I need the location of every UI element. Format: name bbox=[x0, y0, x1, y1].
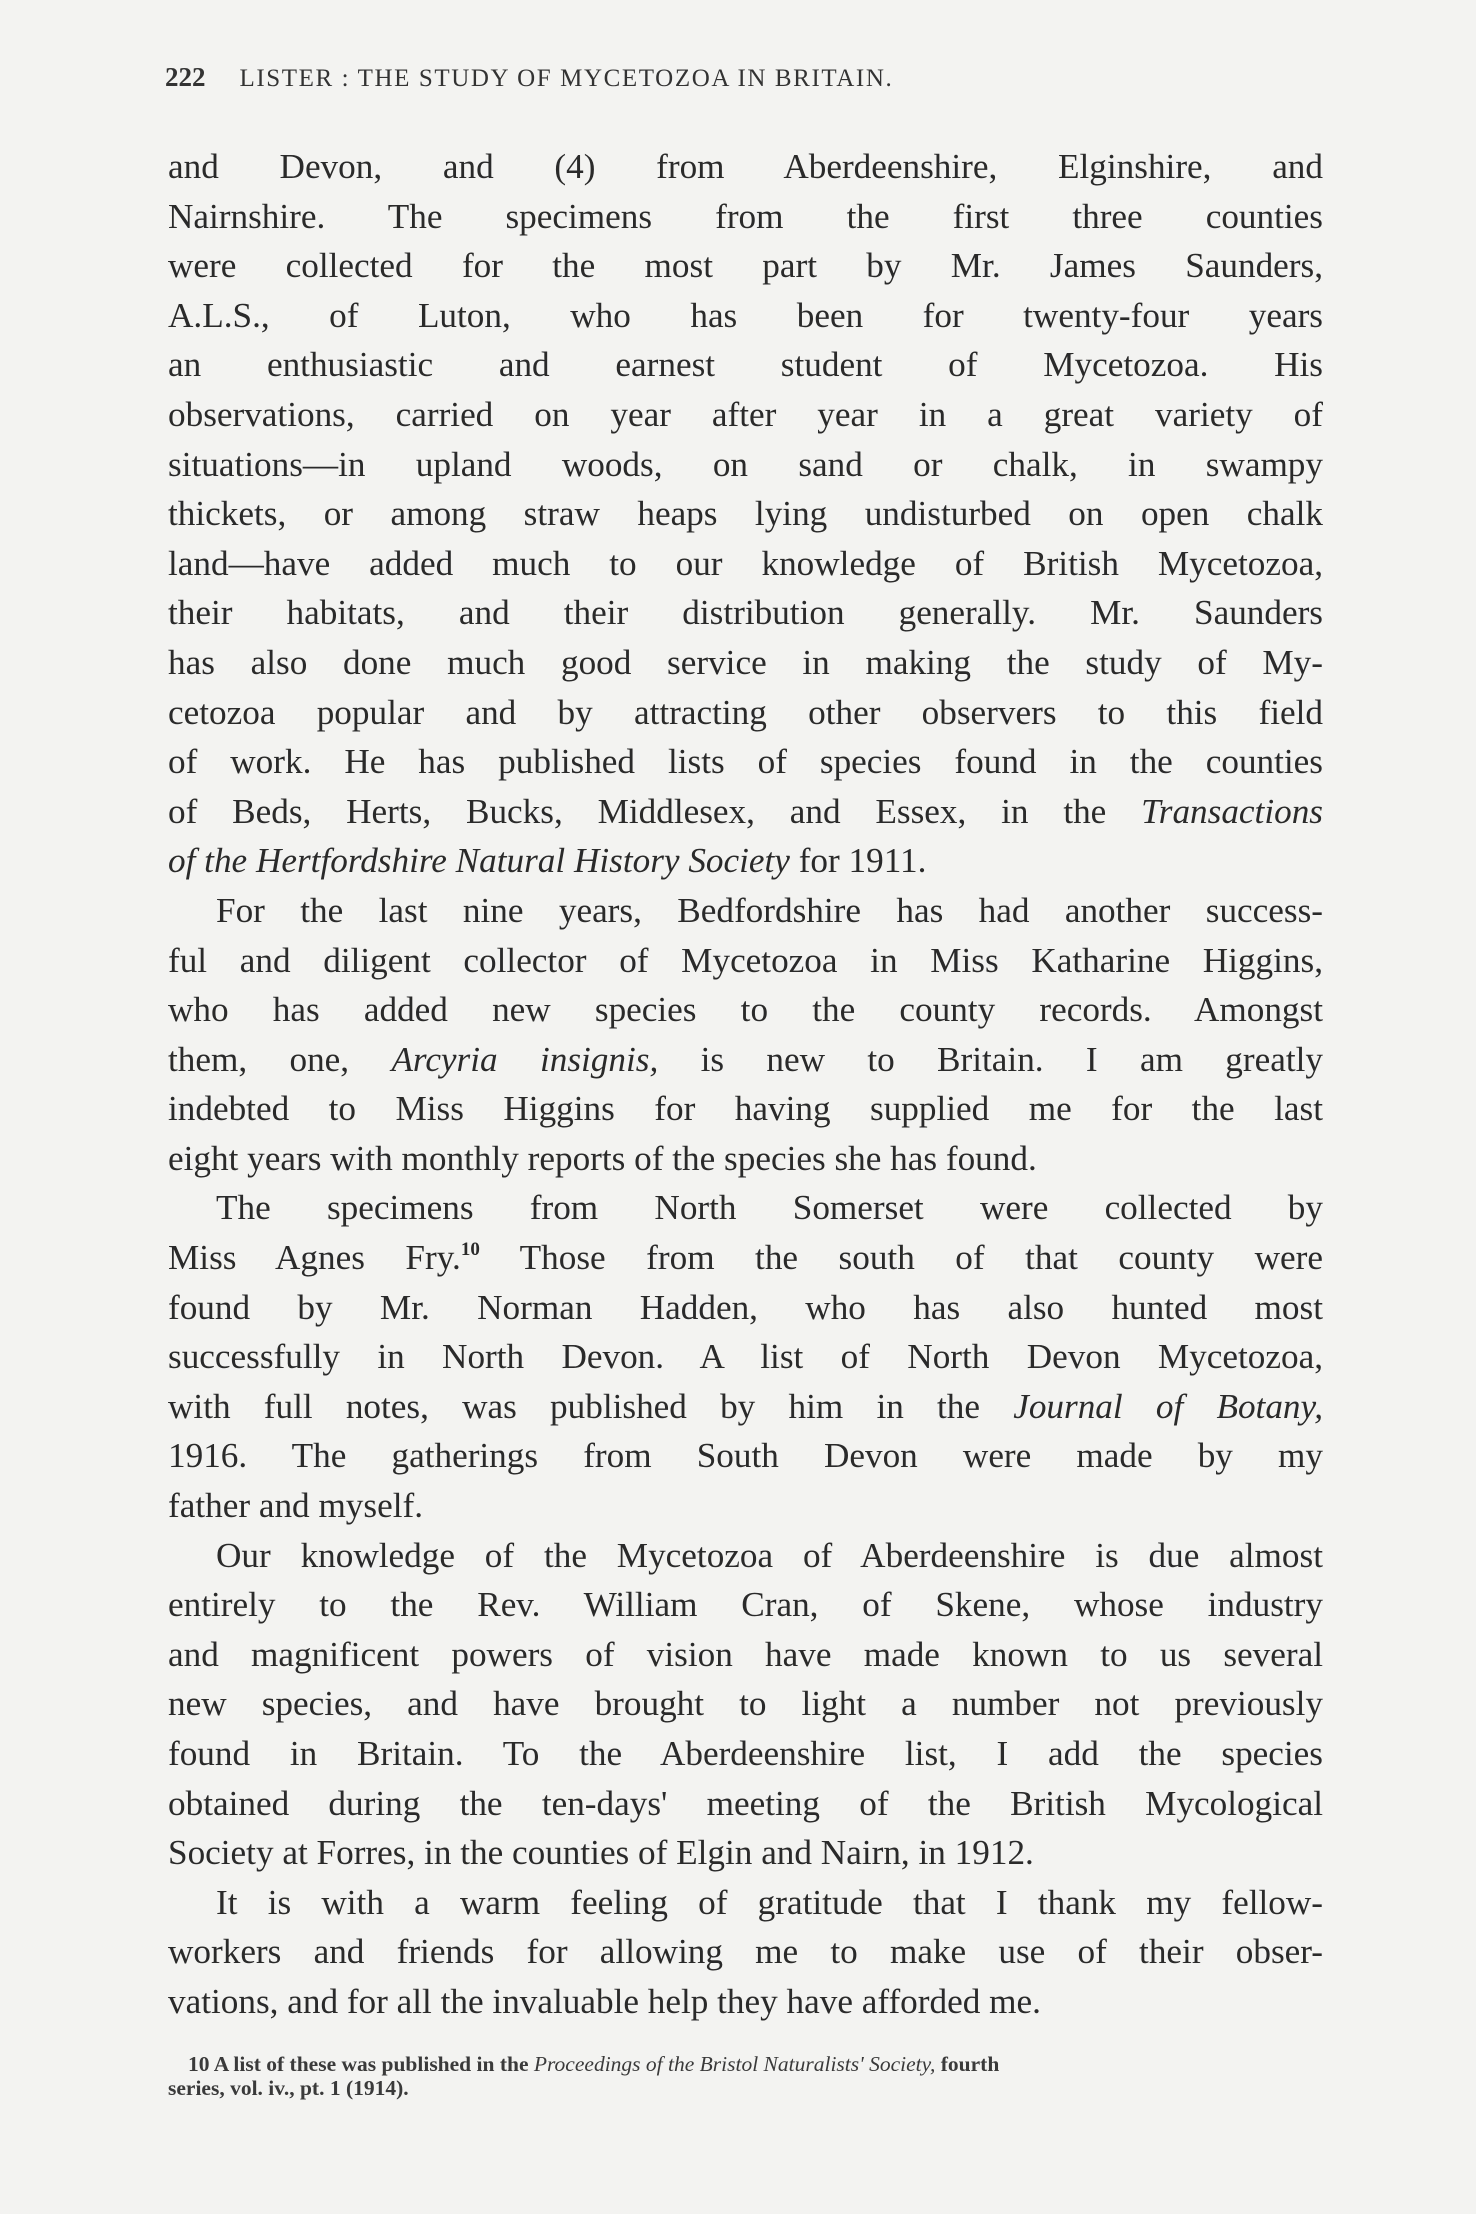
text-segment: A list of these was published in the bbox=[209, 2052, 534, 2076]
text-line: successfully in North Devon. A list of North Devon Mycetozoa, bbox=[168, 1337, 1323, 1377]
footnote-number: 10 bbox=[188, 2052, 210, 2076]
text-line: an enthusiastic and earnest student of Mycetozoa. His bbox=[168, 345, 1323, 385]
text-segment: fourth bbox=[935, 2052, 1000, 2076]
text-line: ful and diligent collector of Mycetozoa in Miss Katharine Higgins, bbox=[168, 940, 1323, 980]
species-name: Arcyria insignis, bbox=[391, 1039, 659, 1079]
text-line: obtained during the ten-days' meeting of the British Mycological bbox=[168, 1783, 1323, 1823]
journal-title: of the Hertfordshire Natural History Society bbox=[168, 841, 790, 881]
running-head bbox=[165, 62, 1330, 93]
text-segment: for 1911. bbox=[789, 841, 927, 881]
footnote-reference: 10 bbox=[460, 1239, 480, 1261]
text-segment: Those from the south of that county were bbox=[479, 1238, 1323, 1278]
text-line: new species, and have brought to light a number not previously bbox=[168, 1684, 1323, 1724]
text-segment: them, one, bbox=[168, 1039, 392, 1079]
footnote-line: series, vol. iv., pt. 1 (1914). bbox=[168, 2076, 409, 2100]
text-line: found by Mr. Norman Hadden, who has also hunted most bbox=[168, 1287, 1323, 1327]
text-line: Our knowledge of the Mycetozoa of Aberdeenshire is due almost bbox=[216, 1535, 1323, 1575]
text-line bbox=[168, 1382, 1323, 1432]
text-line: of work. He has published lists of species found in the counties bbox=[168, 742, 1323, 782]
footnote-line bbox=[168, 2052, 1328, 2076]
text-line: cetozoa popular and by attracting other observers to this field bbox=[168, 692, 1323, 732]
text-line: thickets, or among straw heaps lying undisturbed on open chalk bbox=[168, 494, 1323, 534]
journal-title: Transactions bbox=[1141, 791, 1323, 831]
body-text bbox=[168, 142, 1323, 2027]
text-line: Society at Forres, in the counties of Elgin and Nairn, in 1912. bbox=[168, 1833, 1034, 1873]
text-line: land—have added much to our knowledge of British Mycetozoa, bbox=[168, 543, 1323, 583]
text-line: their habitats, and their distribution generally. Mr. Saunders bbox=[168, 593, 1323, 633]
text-line: and magnificent powers of vision have made known to us several bbox=[168, 1634, 1323, 1674]
text-line: eight years with monthly reports of the species she has found. bbox=[168, 1138, 1037, 1178]
text-line: has also done much good service in making the study of My- bbox=[168, 642, 1323, 682]
text-line bbox=[168, 787, 1323, 837]
text-line: who has added new species to the county records. Amongst bbox=[168, 990, 1323, 1030]
text-line: father and myself. bbox=[168, 1486, 424, 1526]
text-line: Nairnshire. The specimens from the first three counties bbox=[168, 196, 1323, 236]
text-line bbox=[168, 836, 1323, 886]
text-line: It is with a warm feeling of gratitude that I thank my fellow- bbox=[216, 1882, 1323, 1922]
text-line: For the last nine years, Bedfordshire has had another success- bbox=[216, 890, 1323, 930]
text-line: The specimens from North Somerset were collected by bbox=[216, 1188, 1323, 1228]
text-line: 1916. The gatherings from South Devon were made by my bbox=[168, 1436, 1323, 1476]
text-line bbox=[168, 1233, 1323, 1283]
footnote bbox=[168, 2052, 1328, 2100]
text-segment: is new to Britain. I am greatly bbox=[658, 1039, 1323, 1079]
page-number: 222 bbox=[165, 62, 206, 92]
text-line: workers and friends for allowing me to make use of their obser- bbox=[168, 1932, 1323, 1972]
text-segment: Miss Agnes Fry. bbox=[168, 1238, 461, 1278]
journal-title: Proceedings of the Bristol Naturalists' Society, bbox=[533, 2052, 936, 2076]
running-title: LISTER : THE STUDY OF MYCETOZOA IN BRITAIN. bbox=[239, 65, 894, 92]
text-line: situations—in upland woods, on sand or chalk, in swampy bbox=[168, 444, 1323, 484]
journal-title: Journal of Botany, bbox=[1013, 1386, 1323, 1426]
text-line: A.L.S., of Luton, who has been for twenty-four years bbox=[168, 295, 1323, 335]
text-line: found in Britain. To the Aberdeenshire list, I add the species bbox=[168, 1734, 1323, 1773]
text-line: and Devon, and (4) from Aberdeenshire, Elginshire, and bbox=[168, 147, 1323, 186]
text-segment: with full notes, was published by him in the bbox=[168, 1386, 1014, 1426]
text-line: entirely to the Rev. William Cran, of Skene, whose industry bbox=[168, 1585, 1323, 1625]
text-line: were collected for the most part by Mr. James Saunders, bbox=[168, 246, 1323, 286]
text-segment: of Beds, Herts, Bucks, Middlesex, and Essex, in the bbox=[168, 791, 1142, 831]
text-line: observations, carried on year after year in a great variety of bbox=[168, 394, 1323, 434]
text-line bbox=[168, 1035, 1323, 1085]
text-line: indebted to Miss Higgins for having supplied me for the last bbox=[168, 1089, 1323, 1129]
text-line: vations, and for all the invaluable help they have afforded me. bbox=[168, 1981, 1041, 2021]
